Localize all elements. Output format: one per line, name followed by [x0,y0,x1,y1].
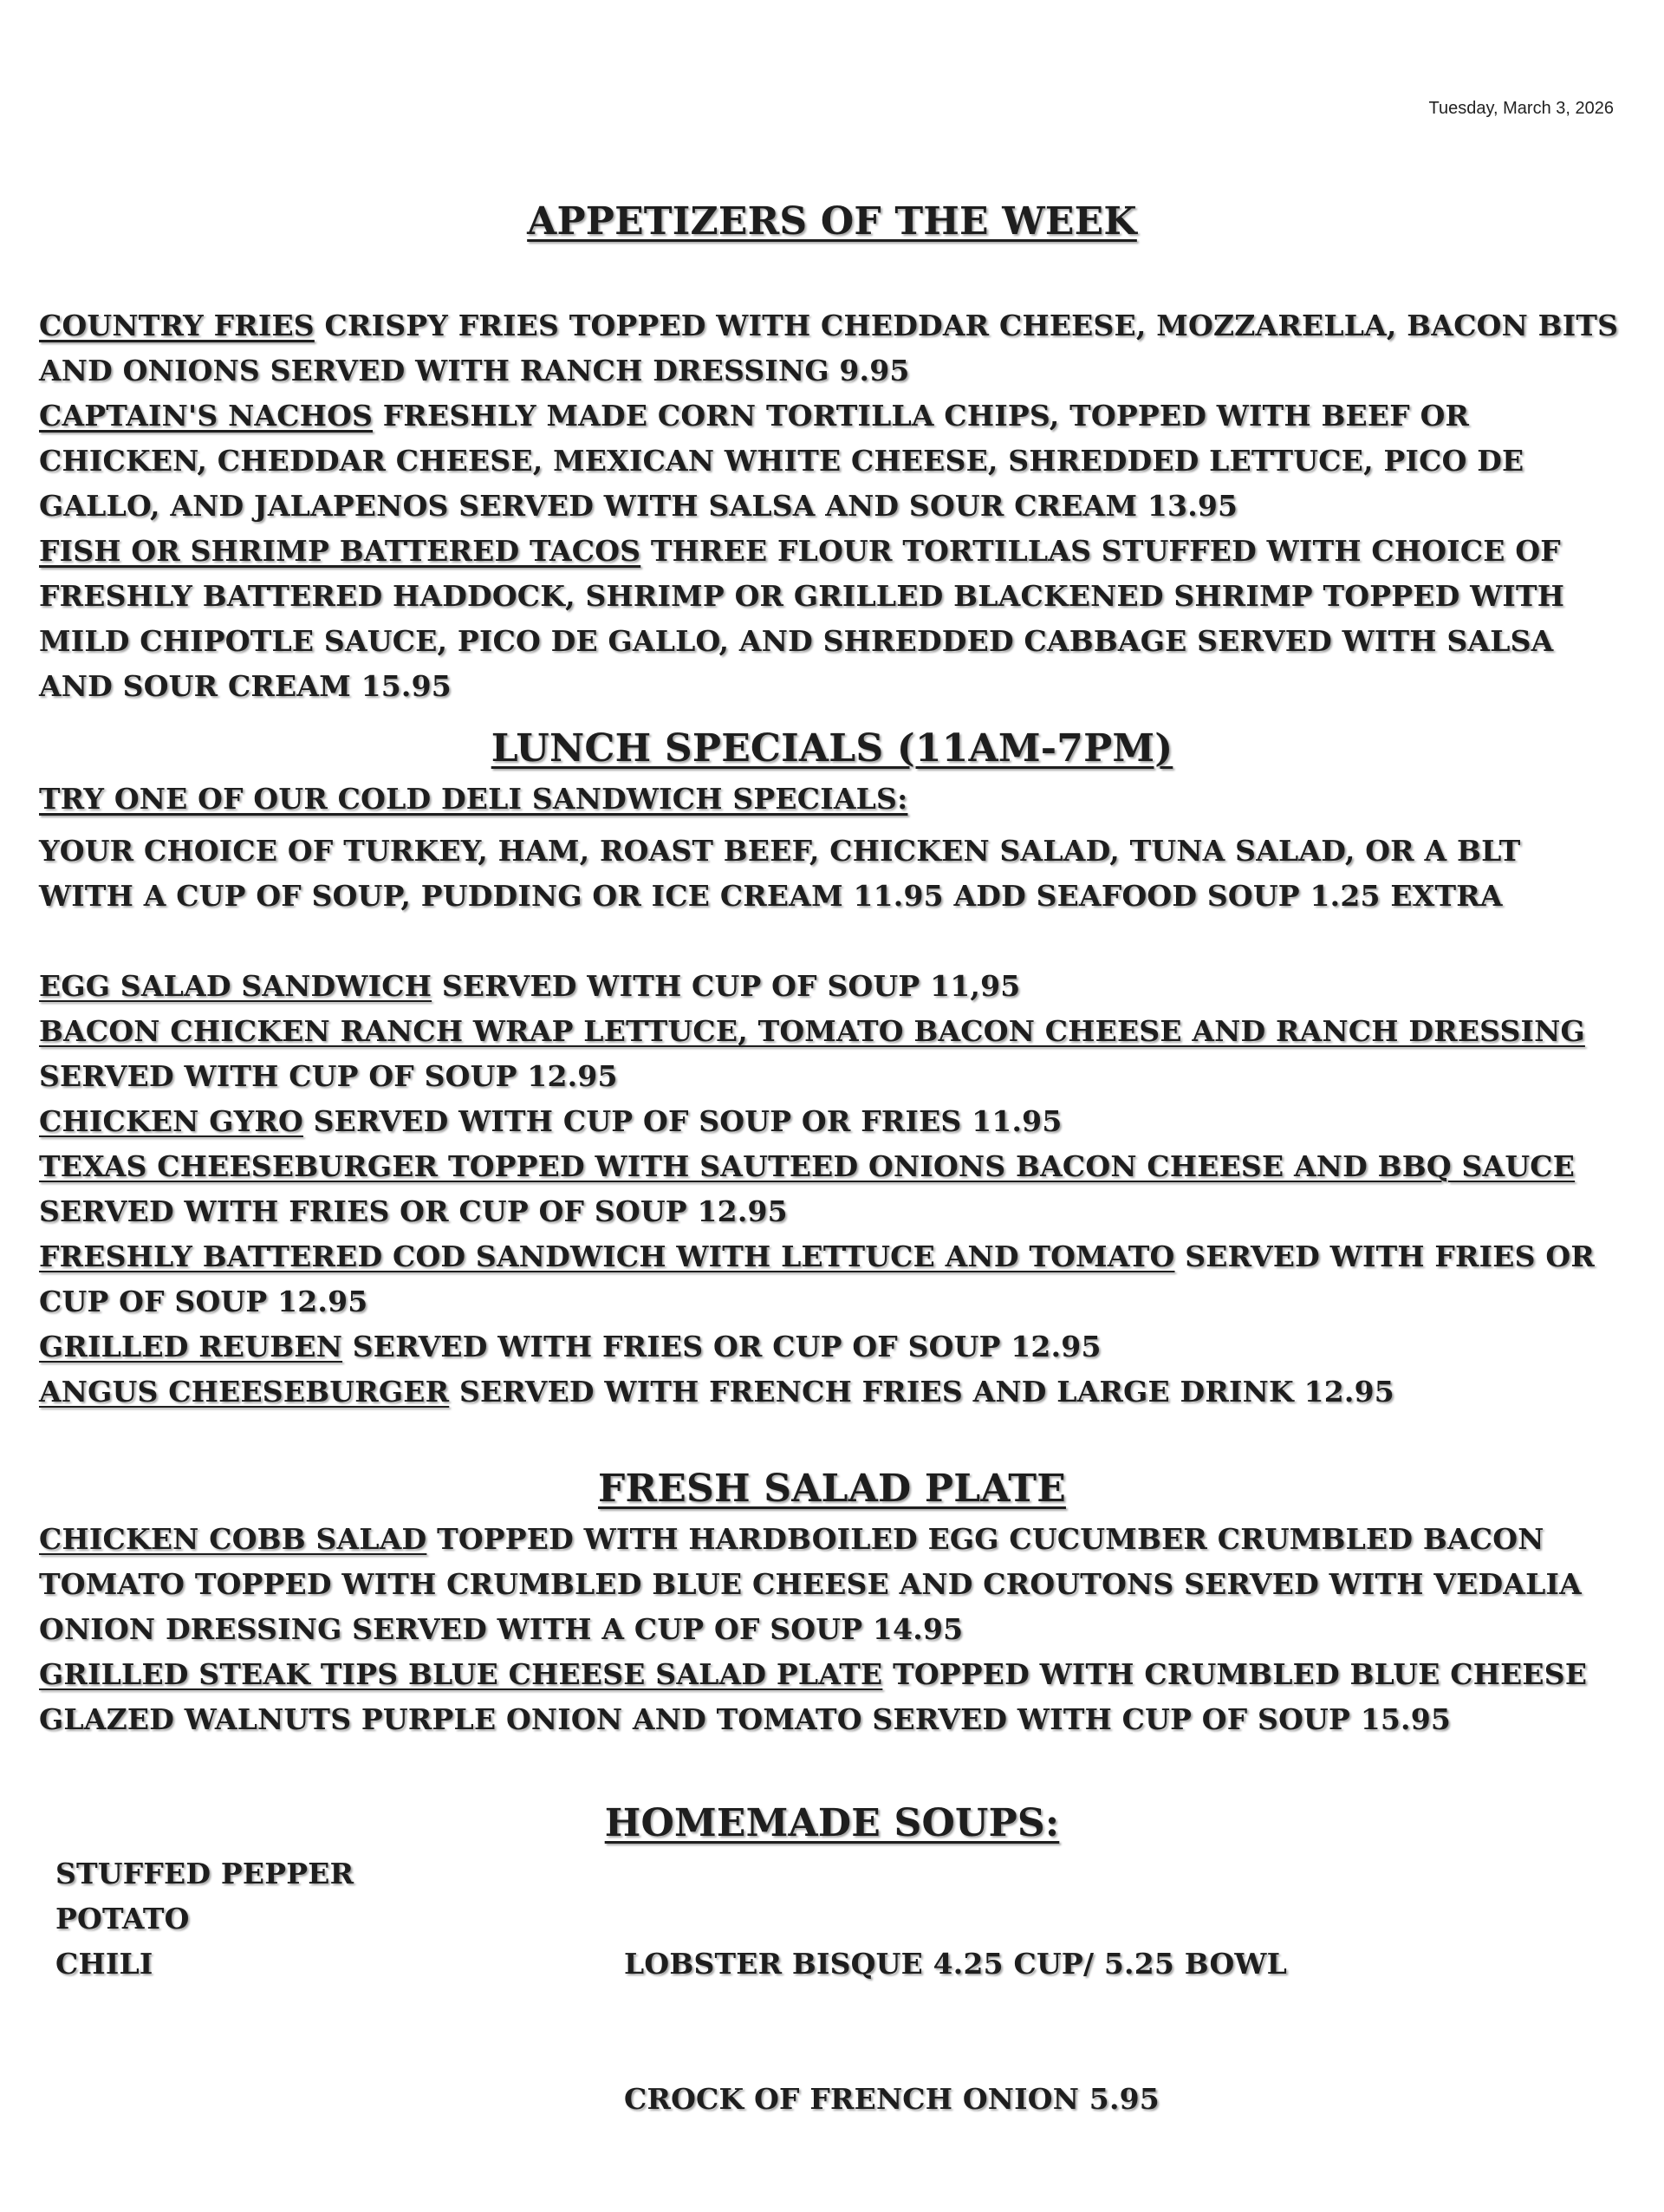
salad-item [39,1652,1625,1742]
appetizer-item [39,394,1625,529]
lunch-item-name: CHICKEN GYRO [39,1104,303,1138]
salad-item-name: CHICKEN COBB SALAD [39,1522,427,1556]
appetizer-name: COUNTRY FRIES [39,309,315,342]
appetizer-item [39,529,1625,709]
soup-item: CHILI [55,1947,153,1981]
lunch-item-name: ANGUS CHEESEBURGER [39,1375,450,1409]
salad-list [39,1517,1625,1742]
appetizers-heading: APPETIZERS OF THE WEEK [527,199,1137,244]
lunch-item-description: SERVED WITH FRIES OR CUP OF SOUP 12.95 [39,1239,1595,1318]
soups-right-column [624,1851,1287,2212]
lunch-list [39,829,1625,1415]
lunch-item [39,1144,1625,1234]
lunch-item [39,1324,1625,1369]
lunch-item-description: SERVED WITH CUP OF SOUP 11,95 [432,969,1021,1003]
lunch-item-description: SERVED WITH FRIES OR CUP OF SOUP 12.95 [342,1330,1102,1363]
salad-item [39,1517,1625,1652]
lunch-item-name: GRILLED REUBEN [39,1330,343,1363]
lunch-item [39,1369,1625,1415]
lunch-subheading: TRY ONE OF OUR COLD DELI SANDWICH SPECIALS: [39,782,908,816]
lunch-item-name: TEXAS CHEESEBURGER TOPPED WITH SAUTEED ONIONS BACON CHEESE AND BBQ SAUCE [39,1149,1576,1183]
soup-item: STUFFED PEPPER [55,1857,354,1890]
appetizer-name: FISH OR SHRIMP BATTERED TACOS [39,534,641,568]
lunch-item-name: EGG SALAD SANDWICH [39,969,432,1003]
appetizer-item [39,303,1625,394]
appetizer-description: THREE FLOUR TORTILLAS STUFFED WITH CHOICE OF FRESHLY BATTERED HADDOCK, SHRIMP OR GRILLED BLACKENED SHRIMP TOPPED WITH MILD CHIPOTLE SAUCE, PICO DE GALLO, AND SHREDDED CABBAGE SERVED WITH SALSA AND SOUR CREAM 15.95 [39,534,1565,703]
lunch-item-description: SERVED WITH FRENCH FRIES AND LARGE DRINK 12.95 [449,1375,1394,1409]
appetizer-name: CAPTAIN'S NACHOS [39,399,374,433]
soup-item: CROCK OF FRENCH ONION 5.95 [624,2082,1160,2116]
salad-heading: FRESH SALAD PLATE [598,1467,1066,1511]
appetizer-description: CRISPY FRIES TOPPED WITH CHEDDAR CHEESE, MOZZARELLA, BACON BITS AND ONIONS SERVED WITH RANCH DRESSING 9.95 [39,309,1619,387]
appetizer-description: FRESHLY MADE CORN TORTILLA CHIPS, TOPPED WITH BEEF OR CHICKEN, CHEDDAR CHEESE, MEXICAN WHITE CHEESE, SHREDDED LETTUCE, PICO DE GALLO, AND JALAPENOS SERVED WITH SALSA AND SOUR CREAM 13.95 [39,399,1524,523]
salad-item-description: TOPPED WITH CRUMBLED BLUE CHEESE GLAZED WALNUTS PURPLE ONION AND TOMATO SERVED WITH CUP OF SOUP 15.95 [39,1657,1588,1736]
salad-item-name: GRILLED STEAK TIPS BLUE CHEESE SALAD PLATE [39,1657,883,1691]
soups-left-column [55,1851,354,1987]
lunch-item-name: FRESHLY BATTERED COD SANDWICH WITH LETTUCE AND TOMATO [39,1239,1175,1273]
lunch-item [39,1009,1625,1099]
soups-heading: HOMEMADE SOUPS: [604,1801,1060,1845]
lunch-item-description: SERVED WITH FRIES OR CUP OF SOUP 12.95 [39,1194,788,1228]
appetizers-list [39,303,1625,709]
lunch-item [39,964,1625,1009]
lunch-item-name: BACON CHICKEN RANCH WRAP LETTUCE, TOMATO BACON CHEESE AND RANCH DRESSING [39,1014,1585,1048]
lunch-item [39,1099,1625,1144]
menu-date: Tuesday, March 3, 2026 [1428,99,1614,118]
lunch-item-description: SERVED WITH CUP OF SOUP OR FRIES 11.95 [302,1104,1063,1138]
lunch-item-description: SERVED WITH CUP OF SOUP 12.95 [39,1059,618,1093]
deli-description: YOUR CHOICE OF TURKEY, HAM, ROAST BEEF, CHICKEN SALAD, TUNA SALAD, OR A BLT WITH A CUP OF SOUP, PUDDING OR ICE CREAM 11.95 ADD SEAFOOD SOUP 1.25 EXTRA [39,834,1521,913]
soup-item: LOBSTER BISQUE 4.25 CUP/ 5.25 BOWL [624,1947,1288,1981]
salad-item-description: TOPPED WITH HARDBOILED EGG CUCUMBER CRUMBLED BACON TOMATO TOPPED WITH CRUMBLED BLUE CHEESE AND CROUTONS SERVED WITH VEDALIA ONION DRESSING SERVED WITH A CUP OF SOUP 14.95 [39,1522,1582,1646]
lunch-item [39,1234,1625,1324]
soup-item: POTATO [55,1902,190,1936]
lunch-heading: LUNCH SPECIALS (11AM-7PM) [491,726,1173,771]
